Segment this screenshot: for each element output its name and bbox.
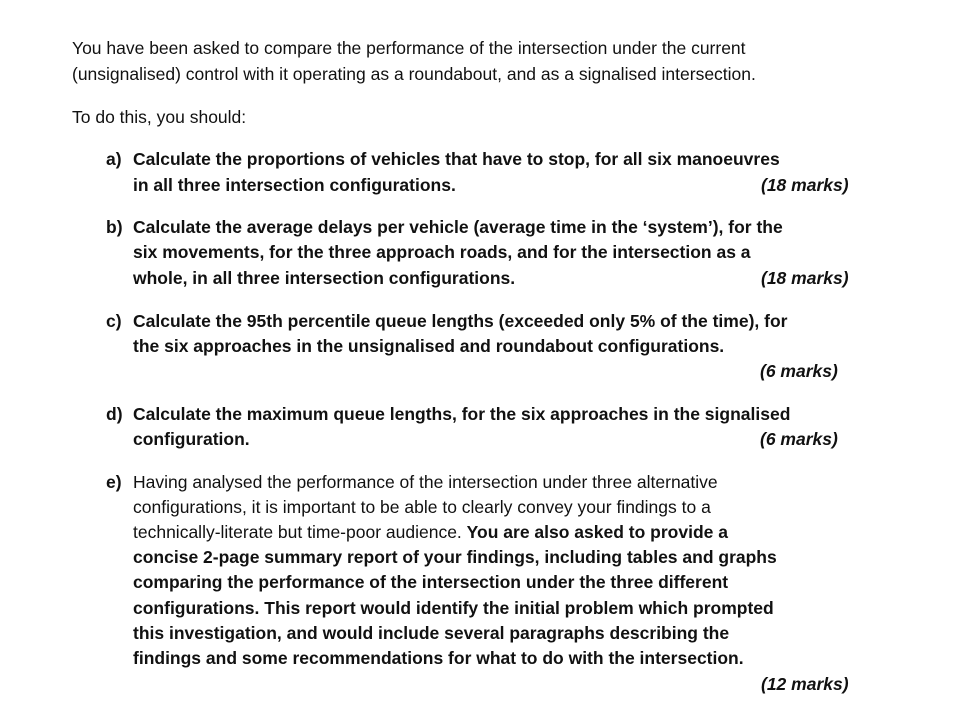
- item-c-marks: (6 marks): [760, 361, 838, 381]
- item-e-plain-line-3: technically-literate but time-poor audience.: [133, 522, 462, 542]
- intro-line-2: (unsignalised) control with it operating as a roundabout, and as a signalised intersection.: [72, 64, 756, 84]
- intro-line-1: You have been asked to compare the performance of the intersection under the current: [72, 38, 746, 58]
- item-b-line-1: Calculate the average delays per vehicle (average time in the ‘system’), for the: [133, 217, 783, 237]
- item-b-line-2: six movements, for the three approach roads, and for the intersection as a: [133, 242, 751, 262]
- item-e-line-3: [133, 521, 728, 543]
- item-a-line-2: in all three intersection configurations.: [133, 175, 456, 195]
- item-e-plain-line-2: configurations, it is important to be able to clearly convey your findings to a: [133, 497, 711, 517]
- item-b-label: b): [106, 217, 123, 237]
- item-e-bold-line-5: findings and some recommendations for what to do with the intersection.: [133, 648, 744, 668]
- item-e-bold-line-2: comparing the performance of the intersection under the three different: [133, 572, 729, 592]
- item-e-bold-line-3: configurations. This report would identify the initial problem which prompted: [133, 598, 774, 618]
- item-c-line-1: Calculate the 95th percentile queue lengths (exceeded only 5% of the time), for: [133, 311, 788, 331]
- lead-in: To do this, you should:: [72, 107, 247, 127]
- item-c-label: c): [106, 311, 122, 331]
- item-d-marks: (6 marks): [760, 429, 838, 449]
- item-e-label: e): [106, 472, 122, 492]
- item-d-line-1: Calculate the maximum queue lengths, for the six approaches in the signalised: [133, 404, 791, 424]
- item-e-bold-line-1: concise 2-page summary report of your findings, including tables and graphs: [133, 547, 777, 567]
- item-d-line-2: configuration.: [133, 429, 250, 449]
- item-d-label: d): [106, 404, 123, 424]
- item-e-bold-inline: You are also asked to provide a: [466, 522, 728, 542]
- item-a-label: a): [106, 149, 122, 169]
- item-b-marks: (18 marks): [761, 268, 849, 288]
- item-b-line-3: whole, in all three intersection configurations.: [133, 268, 516, 288]
- item-e-plain-line-1: Having analysed the performance of the intersection under three alternative: [133, 472, 718, 492]
- item-a-line-1: Calculate the proportions of vehicles that have to stop, for all six manoeuvres: [133, 149, 780, 169]
- item-e-bold-line-4: this investigation, and would include several paragraphs describing the: [133, 623, 730, 643]
- item-a-marks: (18 marks): [761, 175, 849, 195]
- item-e-marks: (12 marks): [761, 674, 849, 694]
- item-c-line-2: the six approaches in the unsignalised and roundabout configurations.: [133, 336, 725, 356]
